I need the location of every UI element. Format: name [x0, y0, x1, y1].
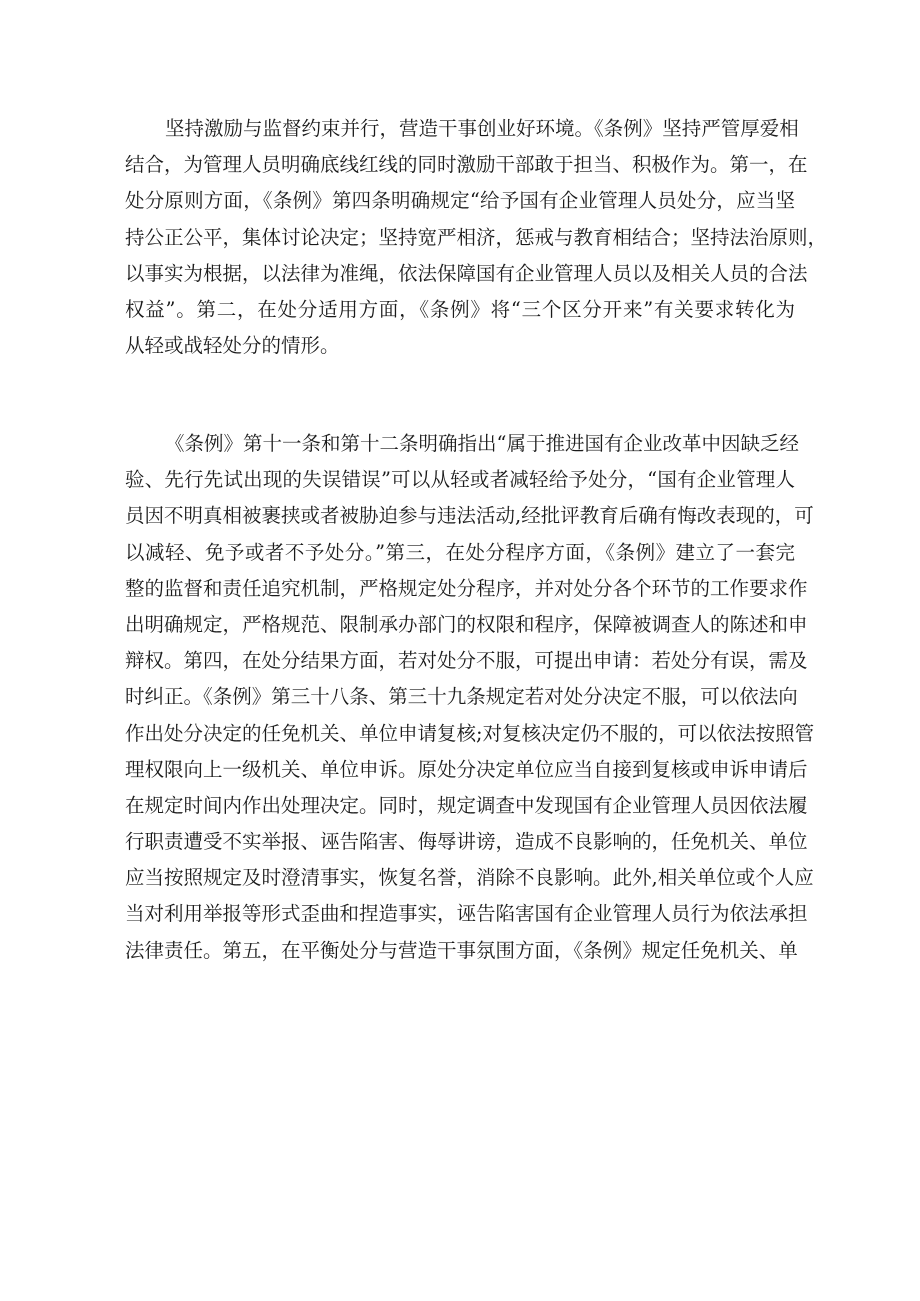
- text-line: 员因不明真相被裹挟或者被胁迫参与违法活动,经批评教育后确有悔改表现的，可: [125, 504, 814, 528]
- text-line: 坚持激励与监督约束并行，营造干事创业好环境。《条例》坚持严管厚爱相: [165, 117, 799, 140]
- text-line: 结合，为管理人员明确底线红线的同时激励干部敢于担当、积极作为。第一，在: [125, 153, 808, 177]
- paragraph-2: [125, 426, 815, 969]
- text-line: 以减轻、免予或者不予处分。”第三，在处分程序方面，《条例》建立了一套完: [125, 540, 795, 564]
- text-line: 法律责任。第五，在平衡处分与营造干事氛围方面，《条例》规定任免机关、单: [125, 938, 798, 962]
- text-line: 在规定时间内作出处理决定。同时，规定调查中发现国有企业管理人员因依法履: [125, 793, 808, 817]
- text-line: 权益”。第二，在处分适用方面，《条例》将“三个区分开来”有关要求转化为: [125, 297, 795, 321]
- text-line: 时纠正。《条例》第三十八条、第三十九条规定若对处分决定不服，可以依法向: [125, 685, 798, 709]
- text-line: 处分原则方面，《条例》第四条明确规定“给予国有企业管理人员处分，应当坚: [125, 189, 795, 213]
- text-line: 作出处分决定的任免机关、单位申请复核;对复核决定仍不服的，可以依法按照管: [125, 721, 815, 745]
- text-line: 出明确规定，严格规范、限制承办部门的权限和程序，保障被调查人的陈述和申: [125, 612, 808, 636]
- text-line: 理权限向上一级机关、单位申诉。原处分决定单位应当自接到复核或申诉申请后: [125, 757, 808, 781]
- paragraph-1: [125, 111, 828, 364]
- text-line: 整的监督和责任追究机制，严格规定处分程序，并对处分各个环节的工作要求作: [125, 576, 808, 600]
- text-line: 验、先行先试出现的失误错误”可以从轻或者减轻给予处分，“国有企业管理人: [125, 468, 795, 492]
- text-line: 应当按照规定及时澄清事实，恢复名誉，消除不良影响。此外,相关单位或个人应: [125, 866, 814, 890]
- text-line: 《条例》第十一条和第十二条明确指出“属于推进国有企业改革中因缺乏经: [165, 432, 799, 455]
- text-line: 从轻或战轻处分的情形。: [125, 334, 340, 358]
- text-line: 持公正公平，集体讨论决定；坚持宽严相济，惩戒与教育相结合；坚持法治原则，: [125, 225, 828, 249]
- text-line: 当对利用举报等形式歪曲和捏造事实，诬告陷害国有企业管理人员行为依法承担: [125, 902, 808, 926]
- text-line: 以事实为根据，以法律为准绳，依法保障国有企业管理人员以及相关人员的合法: [125, 261, 808, 285]
- text-line: 辩权。第四，在处分结果方面，若对处分不服，可提出申请：若处分有误，需及: [125, 649, 808, 673]
- text-line: 行职责遭受不实举报、诬告陷害、侮辱讲谤，造成不良影响的，任免机关、单位: [125, 830, 808, 854]
